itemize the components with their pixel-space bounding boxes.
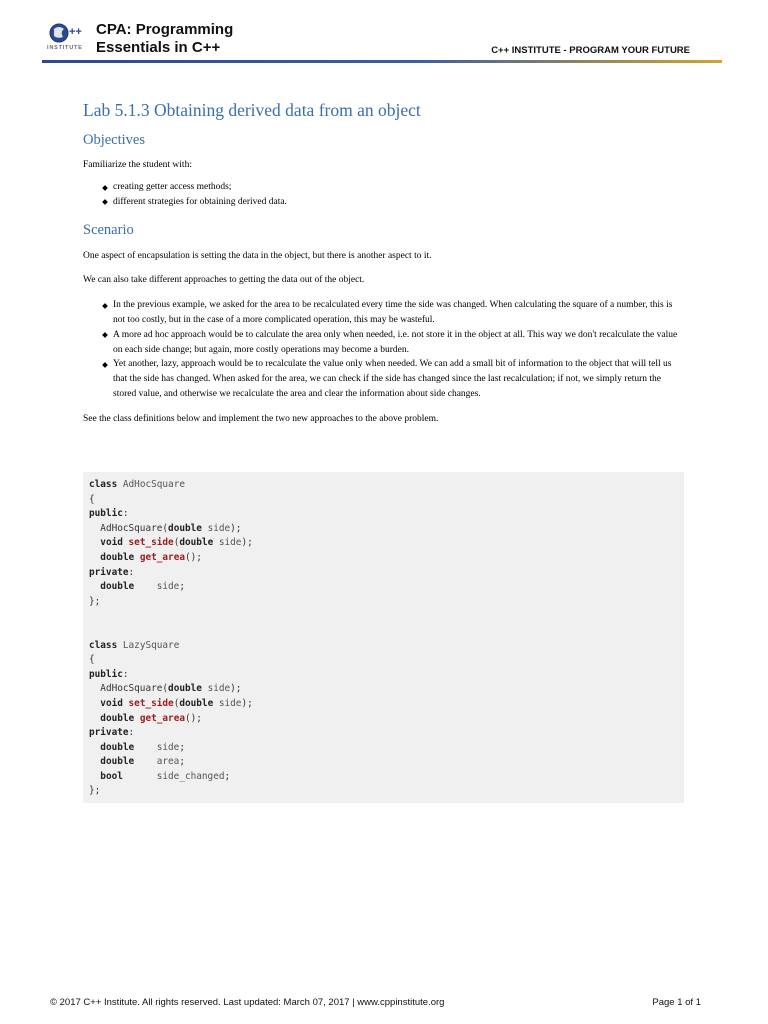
code-line: AdHocSquare(double side); — [100, 683, 242, 695]
footer-page-number: Page 1 of 1 — [652, 997, 701, 1008]
code-line: bool side_changed; — [100, 770, 231, 782]
code-line: private: — [89, 566, 135, 578]
list-item: creating getter access methods; — [83, 180, 683, 195]
code-line: double get_area(); — [100, 551, 202, 563]
list-item: Yet another, lazy, approach would be to recalculate the value only when needed. We can add a small bit of information to the object that will tell us that the side has changed. When asked for the area, we can check if the side has changed since the last recalculation; if not, we simply return the stored value, and otherwise we recalculate the area and clear the information about side changes. — [83, 357, 683, 401]
code-line: double side; — [100, 581, 185, 593]
code-line — [89, 609, 253, 624]
code-line: class AdHocSquare — [89, 479, 185, 490]
list-item: In the previous example, we asked for the area to be recalculated every time the side was changed. When calculating the square of a number, this is not too costly, but in the case of a more complicated operation, this may be wasteful. — [83, 298, 683, 327]
page-header — [0, 0, 768, 70]
course-title-line2: Essentials in C++ — [96, 39, 221, 56]
code-line: public: — [89, 508, 129, 520]
list-item: different strategies for obtaining derived data. — [83, 195, 683, 210]
logo-text: INSTITUTE — [47, 45, 83, 51]
code-line: public: — [89, 668, 129, 680]
lab-content — [83, 98, 683, 426]
code-lines — [89, 478, 253, 799]
scenario-paragraph: One aspect of encapsulation is setting the data in the object, but there is another aspect to it. — [83, 251, 432, 262]
course-title — [96, 21, 233, 57]
code-line: double side; — [100, 741, 185, 753]
list-item: A more ad hoc approach would be to calculate the area only when needed, i.e. not store it in the object at all. This way we don't recalculate the value on each side change; but again, more costly operations may become a burden. — [83, 328, 683, 357]
code-line: private: — [89, 727, 135, 739]
scenario-paragraph: See the class definitions below and implement the two new approaches to the above problem. — [83, 414, 439, 425]
code-line: }; — [89, 595, 101, 607]
course-title-line1: CPA: Programming — [96, 21, 234, 38]
objectives-intro: Familiarize the student with: — [83, 160, 192, 170]
scenario-paragraph: We can also take different approaches to getting the data out of the object. — [83, 275, 365, 286]
code-line: double area; — [100, 756, 185, 768]
lab-title: Lab 5.1.3 Obtaining derived data from an object — [83, 100, 421, 120]
code-line: double get_area(); — [100, 712, 202, 724]
footer-copyright: © 2017 C++ Institute. All rights reserved. Last updated: March 07, 2017 | www.cppinstitute.org — [50, 997, 445, 1008]
code-line: void set_side(double side); — [100, 537, 253, 549]
code-line: AdHocSquare(double side); — [100, 522, 242, 534]
svg-text:++: ++ — [69, 26, 82, 38]
objectives-list — [83, 180, 683, 209]
code-line: class LazySquare — [89, 639, 180, 651]
scenario-heading: Scenario — [83, 222, 134, 239]
header-tagline: C++ INSTITUTE - PROGRAM YOUR FUTURE — [491, 45, 690, 56]
code-line: { — [89, 493, 95, 505]
code-block — [83, 472, 684, 803]
scenario-list — [83, 298, 683, 401]
header-rule — [42, 60, 722, 63]
code-line: { — [89, 654, 95, 666]
code-line: }; — [89, 785, 101, 797]
objectives-heading: Objectives — [83, 132, 146, 148]
code-line: void set_side(double side); — [100, 697, 253, 709]
code-line — [89, 624, 253, 639]
